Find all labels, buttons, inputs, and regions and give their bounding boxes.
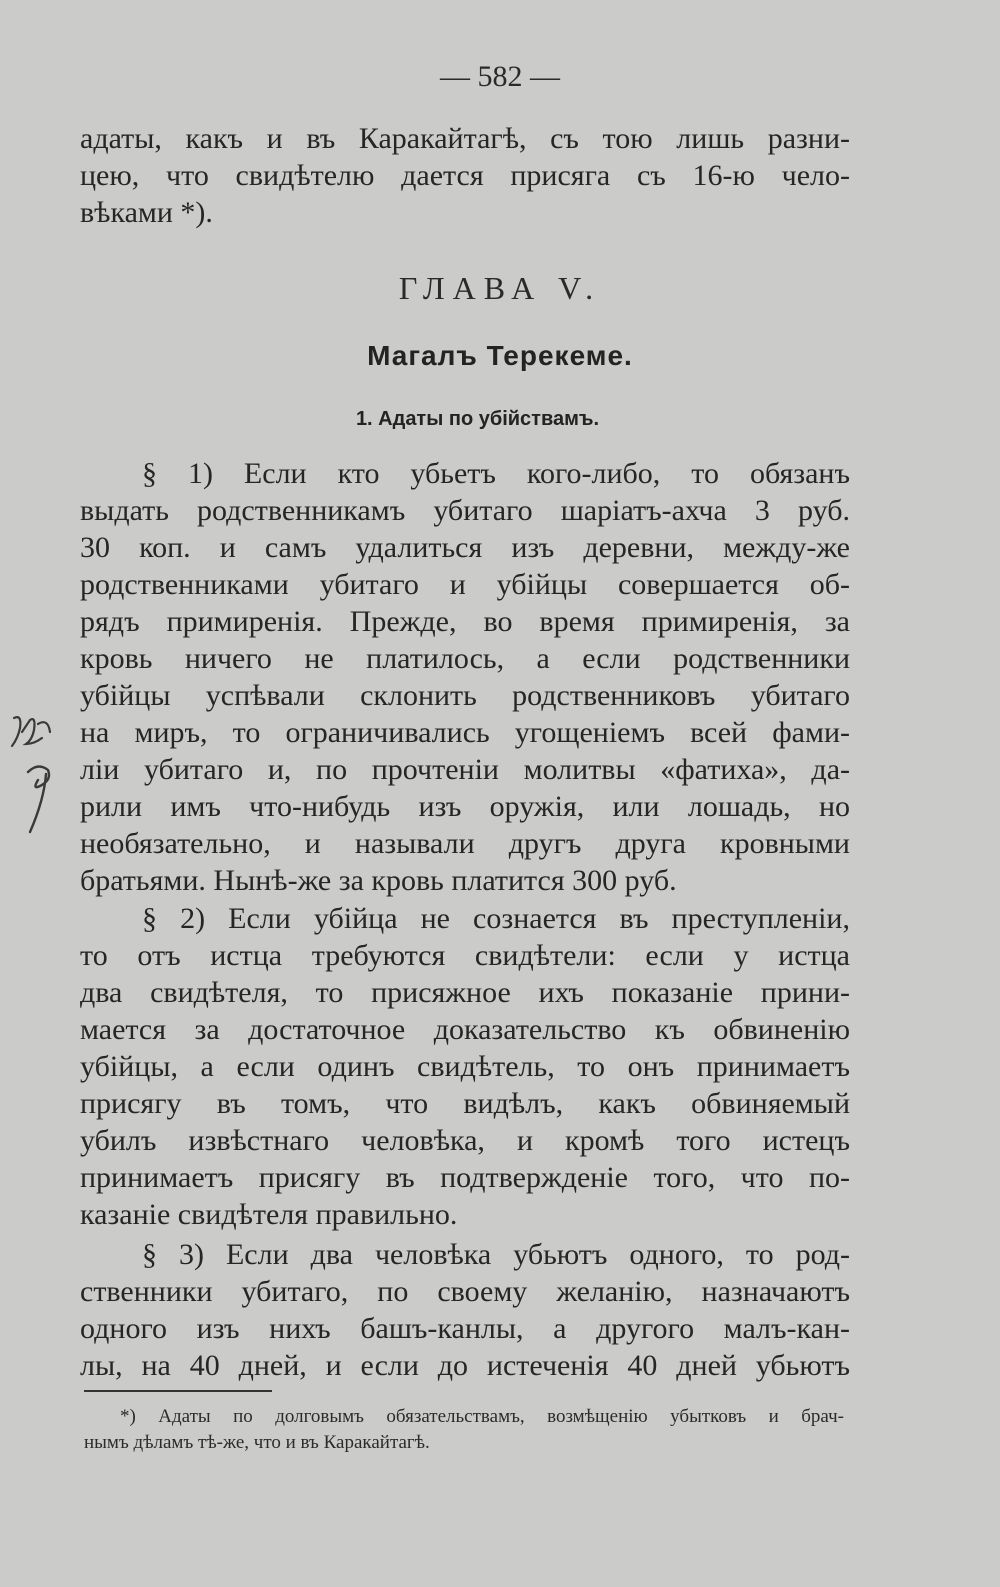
- section-title: Магалъ Терекеме.: [367, 340, 633, 371]
- text-line: то отъ истца требуются свидѣтели: если у истца: [80, 939, 850, 972]
- text-line: лы, на 40 дней, и если до истеченія 40 дней убьютъ: [80, 1349, 850, 1382]
- subsection-title: 1. Адаты по убійствамъ.: [355, 408, 600, 430]
- text-line: кровь ничего не платилось, а если родственники: [80, 642, 850, 675]
- text-line: § 1) Если кто убьетъ кого-либо, то обязанъ: [142, 457, 850, 490]
- text-line: на миръ, то ограничивались угощеніемъ всей фами-: [80, 716, 850, 749]
- text-line: убійцы, а если одинъ свидѣтель, то онъ принимаетъ: [80, 1050, 850, 1083]
- chapter-heading: ГЛАВА V.: [398, 270, 602, 306]
- text-line: вѣками *).: [80, 196, 213, 229]
- text-line: 30 коп. и самъ удалиться изъ деревни, между-же: [80, 531, 850, 564]
- text-line: адаты, какъ и въ Каракайтагѣ, съ тою лишь разни-: [80, 122, 850, 155]
- text-line: братьями. Нынѣ-же за кровь платится 300 руб.: [80, 864, 677, 897]
- text-line: ліи убитаго и, по прочтеніи молитвы «фатиха», да-: [80, 753, 850, 786]
- footnote-line: *) Адаты по долговымъ обязательствамъ, возмѣщенію убытковъ и брач-: [120, 1406, 844, 1427]
- text-line: одного изъ нихъ башъ-канлы, а другого малъ-кан-: [80, 1312, 850, 1345]
- handwritten-pencil-mark-icon: [8, 710, 64, 840]
- footnote-line: нымъ дѣламъ тѣ-же, что и въ Каракайтагѣ.: [84, 1432, 430, 1453]
- text-line: рядъ примиренія. Прежде, во время примиренія, за: [80, 605, 850, 638]
- text-line: мается за достаточное доказательство къ обвиненію: [80, 1013, 850, 1046]
- text-line: родственниками убитаго и убійцы совершается об-: [80, 568, 850, 601]
- text-line: цею, что свидѣтелю дается присяга съ 16-ю чело-: [80, 159, 850, 192]
- text-line: выдать родственникамъ убитаго шаріатъ-ахча 3 руб.: [80, 494, 850, 527]
- text-line: два свидѣтеля, то присяжное ихъ показаніе прини-: [80, 976, 850, 1009]
- paragraph-1: [80, 455, 850, 899]
- footnote-divider: [84, 1390, 272, 1392]
- text-line: § 2) Если убійца не сознается въ преступленіи,: [142, 902, 850, 935]
- text-line: ственники убитаго, по своему желанію, назначаютъ: [80, 1275, 850, 1308]
- text-line: рили имъ что-нибудь изъ оружія, или лошадь, но: [80, 790, 850, 823]
- text-line: убійцы успѣвали склонить родственниковъ убитаго: [80, 679, 850, 712]
- text-line: § 3) Если два человѣка убьютъ одного, то род-: [142, 1238, 850, 1271]
- text-line: присягу въ томъ, что видѣлъ, какъ обвиняемый: [80, 1087, 850, 1120]
- text-line: принимаетъ присягу въ подтвержденіе того, что по-: [80, 1161, 850, 1194]
- page-number: — 582 —: [440, 60, 560, 93]
- text-line: необязательно, и называли другъ друга кровными: [80, 827, 850, 860]
- text-line: убилъ извѣстнаго человѣка, и кромѣ того истецъ: [80, 1124, 850, 1157]
- intro-paragraph: [80, 120, 850, 231]
- footnote: [84, 1404, 844, 1456]
- paragraph-2: [80, 900, 850, 1233]
- paragraph-3: [80, 1236, 850, 1384]
- text-line: казаніе свидѣтеля правильно.: [80, 1198, 458, 1231]
